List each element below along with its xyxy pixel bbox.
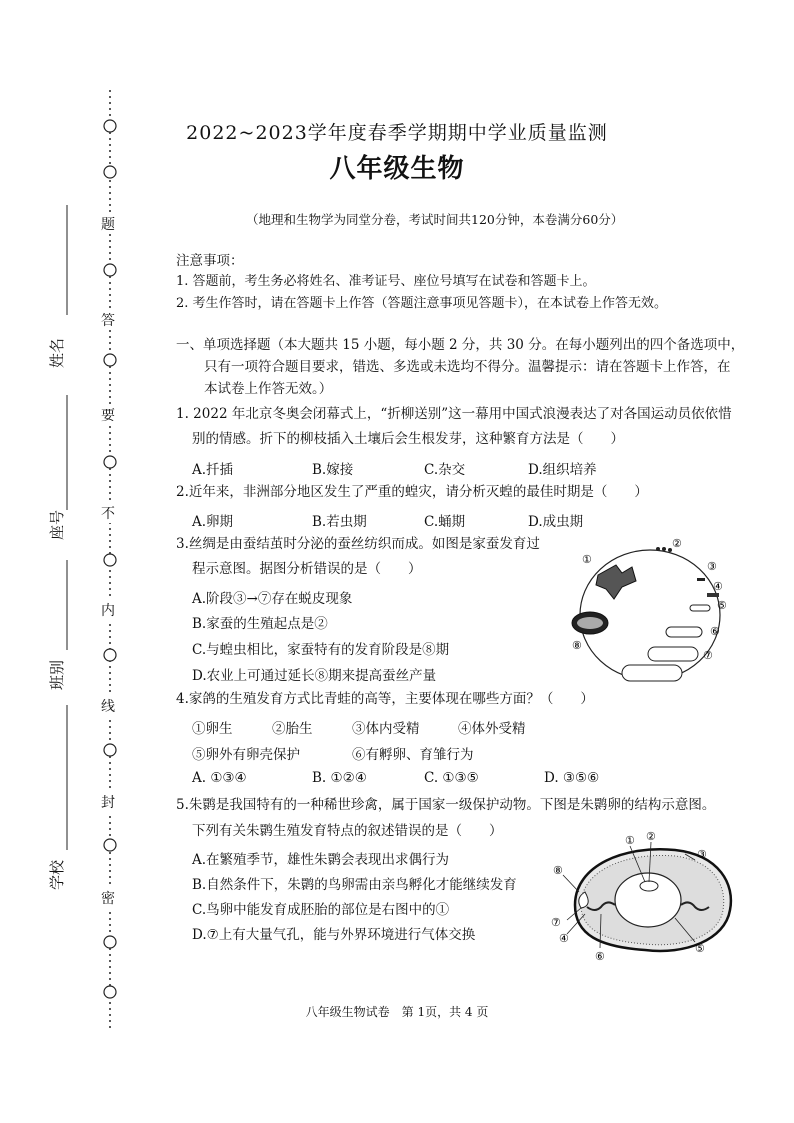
silkworm-label: ⑧	[572, 639, 582, 652]
q1-option-a: A.扦插	[192, 462, 234, 478]
q4-item: ①卵生	[192, 721, 233, 737]
q2-option-d: D.成虫期	[528, 514, 584, 530]
question-2-stem: 2.近年来，非洲部分地区发生了严重的蝗灾，请分析灭蝗的最佳时期是（ ）	[176, 484, 648, 500]
section-heading: 一、单项选择题（本大题共 15 小题，每小题 2 分，共 30 分。在每小题列出的四个备选项中，	[176, 337, 745, 353]
q5-option-d: D.⑦上有大量气孔，能与外界环境进行气体交换	[192, 927, 476, 943]
silkworm-label: ③	[707, 560, 717, 573]
binding-circle	[104, 649, 116, 661]
q3-option-c: C.与蝗虫相比，家蚕特有的发育阶段是⑧期	[192, 642, 450, 658]
section-heading-line: 只有一项符合题目要求，错选、多选或未选均不得分。温馨提示：请在答题卡上作答，在	[204, 359, 731, 375]
question-1-stem: 1. 2022 年北京冬奥会闭幕式上，“折柳送别”这一幕用中国式浪漫表达了对各国运动员依依惜	[176, 406, 732, 422]
binding-circle	[104, 354, 116, 366]
seal-char: 内	[101, 600, 115, 620]
egg-label: ①	[625, 834, 635, 847]
q4-item: ⑤卵外有卵壳保护	[192, 747, 300, 763]
silkworm-development-diagram	[560, 535, 740, 695]
q5-option-b: B.自然条件下，朱鹮的鸟卵需由亲鸟孵化才能继续发育	[192, 877, 517, 893]
egg-label: ⑧	[553, 864, 563, 877]
q5-option-c: C.鸟卵中能发育成胚胎的部位是右图中的①	[192, 902, 450, 918]
silkworm-label: ②	[672, 537, 682, 550]
question-5-stem: 下列有关朱鹮生殖发育特点的叙述错误的是（ ）	[192, 823, 503, 839]
q2-option-a: A.卵期	[192, 514, 234, 530]
q3-option-d: D.农业上可通过延长⑧期来提高蚕丝产量	[192, 668, 437, 684]
binding-circle	[104, 744, 116, 756]
q4-item: ⑥有孵卵、育雏行为	[352, 747, 474, 763]
seal-char: 密	[101, 888, 115, 908]
notes-title: 注意事项：	[176, 253, 244, 269]
section-heading-line: 本试卷上作答无效。）	[204, 381, 333, 397]
question-5-stem: 5.朱鹮是我国特有的一种稀世珍禽，属于国家一级保护动物。下图是朱鹮卵的结构示意图。	[176, 797, 716, 813]
info-lines	[55, 200, 75, 950]
exam-subtitle: （地理和生物学为同堂分卷，考试时间共120分钟，本卷满分60分）	[246, 212, 624, 227]
school-label: 学校	[48, 859, 66, 890]
seal-char: 要	[101, 405, 115, 425]
q2-option-c: C.蛹期	[424, 514, 466, 530]
q2-option-b: B.若虫期	[312, 514, 367, 530]
q3-option-a: A.阶段③→⑦存在蜕皮现象	[192, 591, 353, 607]
subject-title: 八年级生物	[329, 154, 465, 184]
q4-item: ③体内受精	[352, 721, 420, 737]
q4-option-c: C. ①③⑤	[424, 770, 479, 786]
q3-option-b: B.家蚕的生殖起点是②	[192, 616, 328, 632]
seal-char: 封	[101, 792, 115, 812]
q4-option-d: D. ③⑤⑥	[544, 770, 600, 786]
question-4-stem: 4.家鸽的生殖发育方式比青蛙的高等，主要体现在哪些方面？（ ）	[176, 691, 594, 707]
q5-option-a: A.在繁殖季节，雄性朱鹮会表现出求偶行为	[192, 852, 450, 868]
page-footer: 八年级生物试卷 第 1页，共 4 页	[305, 1005, 489, 1019]
egg-label: ⑥	[595, 950, 605, 963]
binding-circle	[104, 986, 116, 998]
binding-circle	[104, 936, 116, 948]
egg-label: ③	[697, 848, 707, 861]
binding-circle	[104, 839, 116, 851]
q4-option-b: B. ①②④	[312, 770, 367, 786]
exam-title: 2022~2023学年度春季学期期中学业质量监测	[186, 122, 608, 144]
silkworm-label: ①	[582, 553, 592, 566]
seal-char: 线	[101, 696, 115, 716]
silkworm-label: ⑤	[717, 599, 727, 612]
class-label: 班别	[48, 659, 66, 690]
note-item: 1. 答题前，考生务必将姓名、准考证号、座位号填写在试卷和答题卡上。	[176, 274, 596, 289]
egg-label: ④	[559, 932, 569, 945]
egg-structure-diagram	[545, 830, 745, 970]
q1-option-c: C.杂交	[424, 462, 466, 478]
q4-item: ②胎生	[272, 721, 313, 737]
silkworm-label: ⑦	[703, 649, 713, 662]
q4-item: ④体外受精	[458, 721, 526, 737]
q4-option-a: A. ①③④	[192, 770, 247, 786]
q1-option-d: D.组织培养	[528, 462, 597, 478]
name-label: 姓名	[48, 337, 66, 368]
silkworm-label: ⑥	[710, 625, 720, 638]
question-1-stem: 别的情感。折下的柳枝插入土壤后会生根发芽，这种繁育方法是（ ）	[192, 431, 624, 447]
egg-label: ②	[646, 830, 656, 843]
question-3-stem: 3.丝绸是由蚕结茧时分泌的蚕丝纺织而成。如图是家蚕发育过	[176, 536, 540, 552]
note-item: 2. 考生作答时，请在答题卡上作答（答题注意事项见答题卡），在本试卷上作答无效。	[176, 296, 668, 311]
seal-char: 题	[101, 214, 115, 234]
seat-label: 座号	[48, 509, 66, 540]
seal-char: 答	[101, 310, 115, 330]
binding-circle	[104, 264, 116, 276]
egg-label: ⑦	[551, 916, 561, 929]
egg-label: ⑤	[695, 942, 705, 955]
binding-circle	[104, 554, 116, 566]
q1-option-b: B.嫁接	[312, 462, 354, 478]
seal-char: 不	[101, 503, 115, 523]
binding-circle	[104, 456, 116, 468]
silkworm-label: ④	[713, 580, 723, 593]
question-3-stem: 程示意图。据图分析错误的是（ ）	[192, 561, 422, 577]
